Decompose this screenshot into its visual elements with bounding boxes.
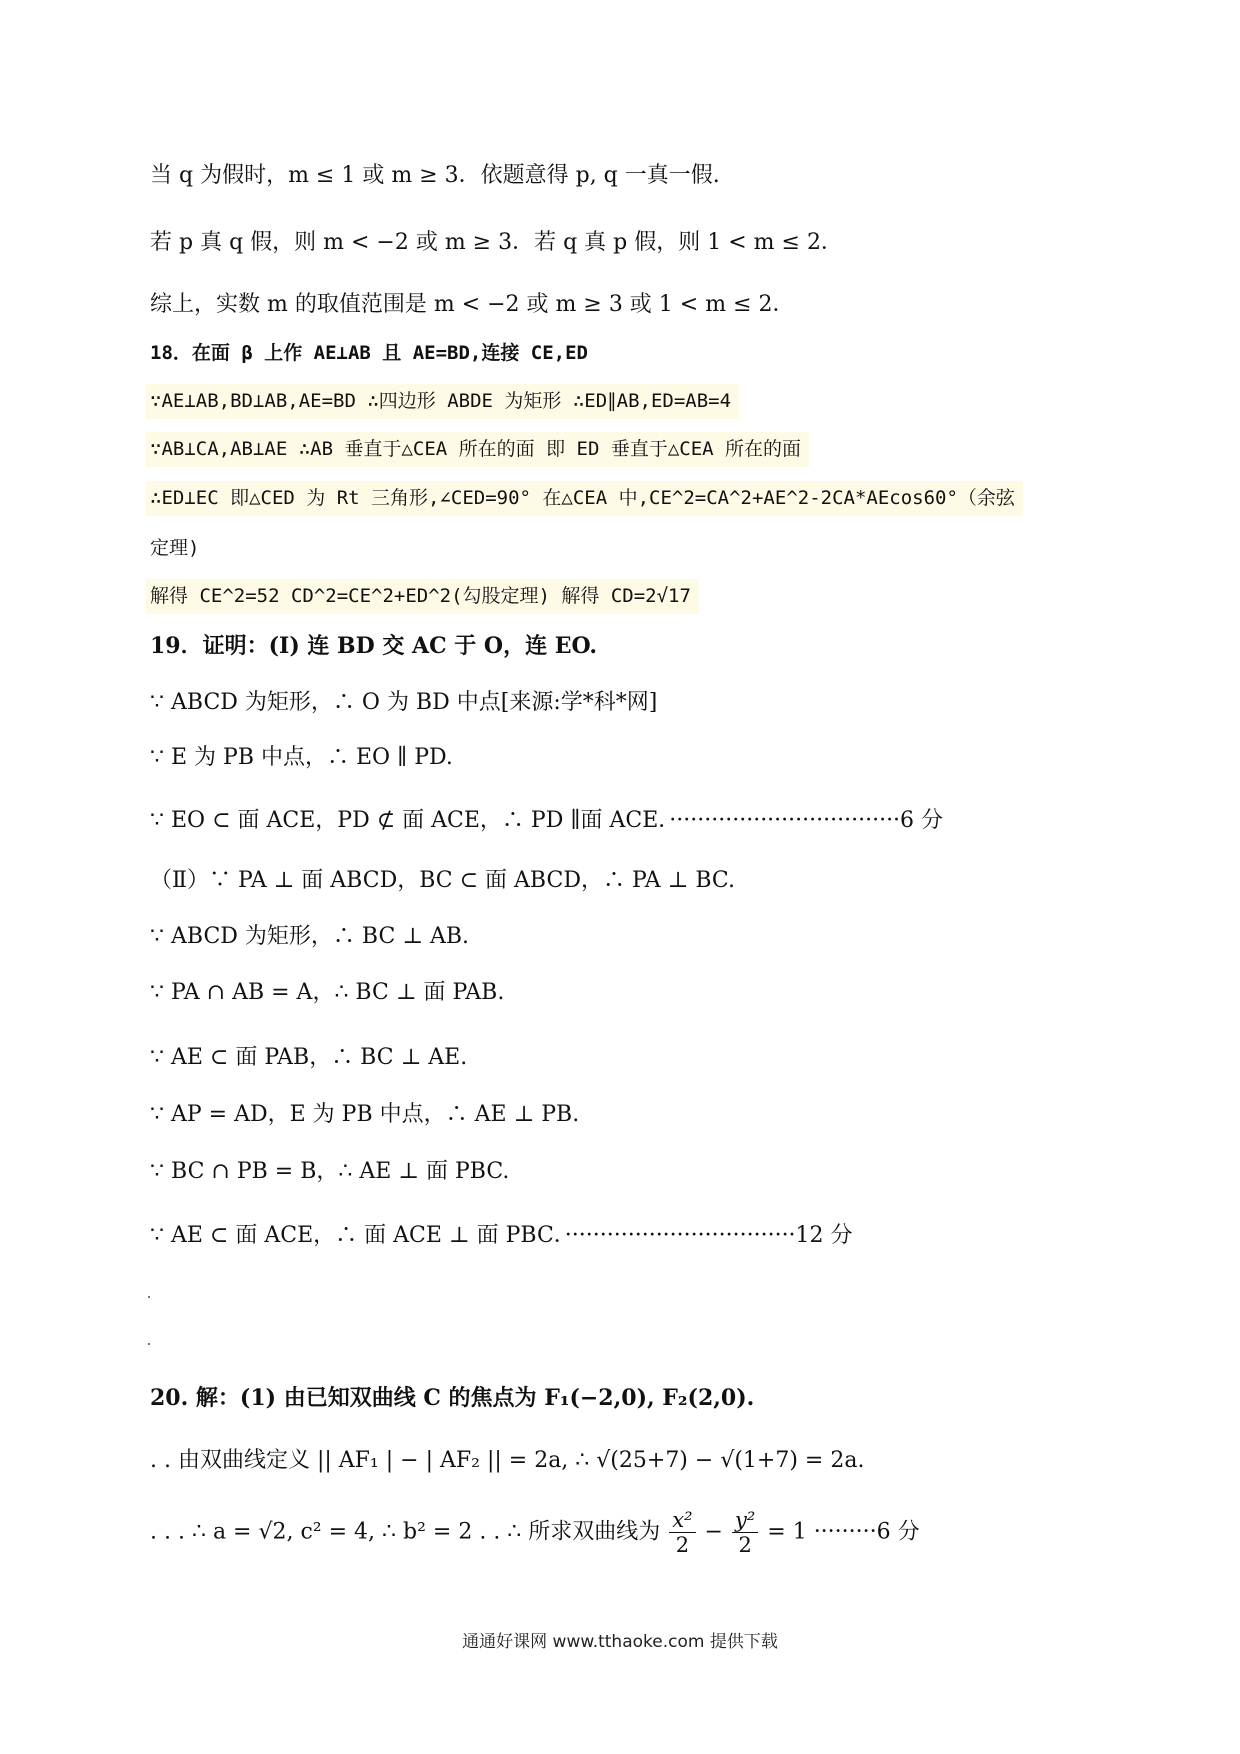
text-line-20: ∵ AE ⊂ 面 ACE，∴ 面 ACE ⊥ 面 PBC．·································12 分 [150, 1223, 853, 1248]
stray-dot [148, 1296, 150, 1298]
problem-18-heading: 18．在面 β 上作 AE⊥AB 且 AE=BD,连接 CE,ED [150, 342, 588, 364]
text-line-14: （Ⅱ）∵ PA ⊥ 面 ABCD，BC ⊂ 面 ABCD，∴ PA ⊥ BC. [150, 868, 735, 893]
text-line-1: 当 q 为假时，m ≤ 1 或 m ≥ 3．依题意得 p, q 一真一假. [150, 163, 720, 188]
fraction-denominator: 2 [738, 1533, 752, 1558]
text-line-19: ∵ BC ∩ PB = B，∴ AE ⊥ 面 PBC. [150, 1159, 510, 1184]
minus-sign: − [697, 1519, 730, 1545]
text-line-13: ∵ EO ⊂ 面 ACE，PD ⊄ 面 ACE，∴ PD ∥面 ACE．·································6 分 [150, 808, 944, 833]
text-line-16: ∵ PA ∩ AB = A，∴ BC ⊥ 面 PAB. [150, 980, 505, 1005]
text-line-8: 定理) [150, 537, 200, 559]
fraction-x [669, 1508, 695, 1557]
formula-suffix: = 1 ·········6 分 [760, 1519, 920, 1545]
text-line-5: ∵AE⊥AB,BD⊥AB,AE=BD ∴四边形 ABDE 为矩形 ∴ED∥AB,ED=AB=4 [150, 390, 732, 412]
fraction-numerator: y² [732, 1508, 758, 1533]
fraction-numerator: x² [669, 1508, 695, 1533]
text-line-22: . . 由双曲线定义 || AF₁ | − | AF₂ || = 2a, ∴ √(25+7) − √(1+7) = 2a. [150, 1448, 865, 1473]
text-line-15: ∵ ABCD 为矩形，∴ BC ⊥ AB. [150, 924, 470, 949]
text-line-3: 综上，实数 m 的取值范围是 m < −2 或 m ≥ 3 或 1 < m ≤ 2． [150, 292, 795, 317]
problem-19-heading: 19．证明：(Ⅰ) 连 BD 交 AC 于 O，连 EO. [150, 633, 598, 659]
text-line-2: 若 p 真 q 假，则 m < −2 或 m ≥ 3．若 q 真 p 假，则 1 < m ≤ 2． [150, 230, 843, 255]
text-line-18: ∵ AP = AD，E 为 PB 中点，∴ AE ⊥ PB. [150, 1102, 580, 1127]
text-line-6: ∵AB⊥CA,AB⊥AE ∴AB 垂直于△CEA 所在的面 即 ED 垂直于△CEA 所在的面 [150, 438, 802, 460]
problem-20-heading: 20. 解：(1) 由已知双曲线 C 的焦点为 F₁(−2,0), F₂(2,0). [150, 1385, 755, 1411]
stray-dot [148, 1343, 150, 1345]
page-footer: 通通好课网 www.tthaoke.com 提供下载 [462, 1632, 778, 1652]
fraction-denominator: 2 [675, 1533, 690, 1558]
text-line-12: ∵ E 为 PB 中点，∴ EO ∥ PD. [150, 745, 453, 770]
text-line-23 [150, 1508, 920, 1557]
text-line-11: ∵ ABCD 为矩形，∴ O 为 BD 中点[来源:学*科*网] [150, 690, 658, 715]
text-line-17: ∵ AE ⊂ 面 PAB，∴ BC ⊥ AE. [150, 1045, 468, 1070]
fraction-y [732, 1508, 758, 1557]
formula-prefix: . . . ∴ a = √2, c² = 4, ∴ b² = 2 . . ∴ 所求双曲线为 [150, 1519, 668, 1545]
text-line-7: ∴ED⊥EC 即△CED 为 Rt 三角形,∠CED=90° 在△CEA 中,CE^2=CA^2+AE^2-2CA*AEcos60°（余弦 [150, 487, 1015, 509]
text-line-9: 解得 CE^2=52 CD^2=CE^2+ED^2(勾股定理) 解得 CD=2√17 [150, 585, 691, 607]
